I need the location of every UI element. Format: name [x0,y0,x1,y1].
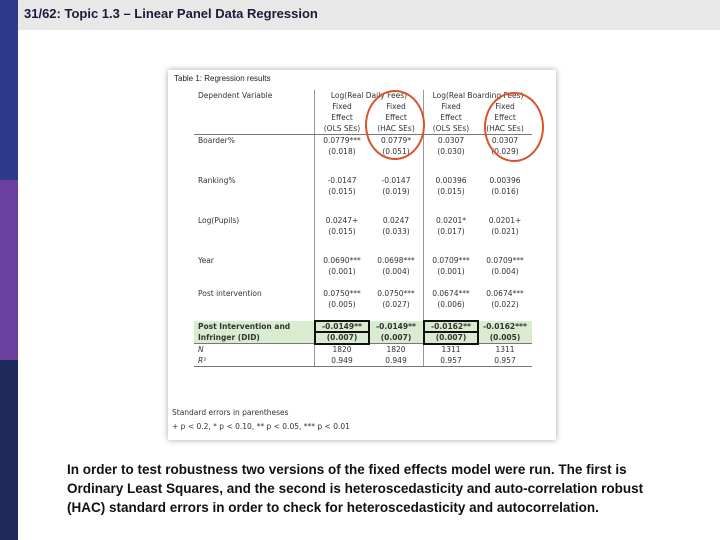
did-coef-cell: -0.0149** [376,322,416,331]
slide-header: 31/62: Topic 1.3 – Linear Panel Data Regression [24,6,318,21]
se-cell: (0.051) [382,147,410,156]
n-label: N [198,345,204,354]
r2-cell: 0.957 [424,355,479,367]
strip-segment-middle [0,180,18,360]
n-row [194,344,532,356]
se-cell: (0.022) [491,300,519,309]
se-cell: (0.001) [315,266,370,277]
row-label: Year [198,256,214,265]
did-coef-row [194,321,532,332]
regression-table-figure [168,70,556,440]
group-header-daily: Log(Real Daily Fees) [315,90,424,101]
footnote-significance: + p < 0.2, * p < 0.10, ** p < 0.05, *** p < 0.01 [172,422,350,431]
coef-cell: -0.0147 [315,175,370,186]
did-label: Infringer (DID) [194,332,315,344]
coef-row [194,288,532,299]
coef-cell: 0.0690*** [315,255,370,266]
col-header: (HAC SEs) [478,123,532,135]
coef-cell: 0.0698*** [377,256,415,265]
did-label: Post Intervention and [198,322,291,331]
coef-row [194,135,532,147]
row-label: Log(Pupils) [198,216,240,225]
col-header: (OLS SEs) [424,123,479,135]
col-header-row-1 [194,101,532,112]
coef-cell: 0.0674*** [424,288,479,299]
did-coef-cell: -0.0162** [424,321,479,332]
se-cell: (0.001) [424,266,479,277]
coef-cell: 0.00396 [424,175,479,186]
body-paragraph: In order to test robustness two versions of the fixed effects model were run. The first is Ordinary Least Squares, and the second is heteroscedasticity and auto-correlation robust (HAC) standard errors in order to check for heteroscedasticity and autocorrelation. [67,462,644,515]
coef-cell: 0.0307 [491,136,519,145]
r2-cell: 0.949 [315,355,370,367]
se-cell: (0.015) [424,186,479,197]
col-header: Fixed [386,102,406,111]
did-se-row [194,332,532,344]
se-cell: (0.018) [315,146,370,157]
did-coef-cell: -0.0162*** [483,322,527,331]
group-header-row [194,90,532,101]
coef-cell: 0.00396 [489,176,521,185]
row-label: Post intervention [198,289,262,298]
coef-cell: 0.0779* [381,136,411,145]
col-header-row-3 [194,123,532,135]
coef-cell: 0.0709*** [486,256,524,265]
r2-cell: 0.957 [478,355,532,367]
coef-cell: 0.0307 [424,135,479,147]
se-cell: (0.004) [491,267,519,276]
coef-cell: 0.0247+ [315,215,370,226]
coef-cell: 0.0709*** [424,255,479,266]
col-header: (OLS SEs) [315,123,370,135]
se-cell: (0.029) [491,147,519,156]
n-cell: 1820 [386,345,406,354]
highlight-circle-hac-daily [365,90,425,160]
se-row [194,266,532,277]
footnote-se: Standard errors in parentheses [172,408,289,417]
r2-cell: 0.949 [369,355,424,367]
coef-cell: 0.0750*** [315,288,370,299]
coef-row [194,215,532,226]
se-cell: (0.004) [382,267,410,276]
se-cell: (0.030) [424,146,479,157]
se-row [194,226,532,237]
did-se-cell: (0.007) [315,332,370,344]
did-se-cell: (0.007) [369,332,424,344]
se-cell: (0.015) [315,186,370,197]
se-cell: (0.017) [424,226,479,237]
se-cell: (0.033) [382,227,410,236]
se-cell: (0.005) [315,299,370,310]
r2-row [194,355,532,367]
se-cell: (0.006) [424,299,479,310]
n-cell: 1311 [495,345,515,354]
coef-cell: -0.0147 [381,176,411,185]
group-header-boarding: Log(Real Boarding Fees) [424,90,533,101]
se-cell: (0.021) [491,227,519,236]
coef-row [194,255,532,266]
n-cell: 1820 [315,344,370,356]
row-label: Ranking% [198,176,236,185]
strip-segment-top [0,0,18,180]
highlight-circle-hac-boarding [484,92,544,162]
se-cell: (0.015) [315,226,370,237]
col-header: (HAC SEs) [369,123,424,135]
did-se-cell: (0.007) [424,332,479,344]
table-title: Table 1: Regression results [174,74,271,83]
n-cell: 1311 [424,344,479,356]
se-row [194,186,532,197]
se-row [194,146,532,157]
coef-cell: 0.0750*** [377,289,415,298]
r2-label: R² [194,355,315,367]
did-se-cell: (0.005) [478,332,532,344]
regression-table [194,90,532,367]
coef-row [194,175,532,186]
col-header: Fixed [495,102,515,111]
se-row [194,299,532,310]
col-header: Fixed [424,101,479,112]
coef-cell: 0.0247 [382,216,410,225]
col-header-row-2 [194,112,532,123]
coef-cell: 0.0674*** [486,289,524,298]
did-coef-cell: -0.0149** [315,321,370,332]
coef-cell: 0.0779*** [315,135,370,147]
dep-var-label: Dependent Variable [198,91,273,100]
coef-cell: 0.0201+ [488,216,522,225]
se-cell: (0.016) [491,187,519,196]
col-header: Fixed [315,101,370,112]
col-header: Effect [315,112,370,123]
col-header: Effect [385,113,407,122]
coef-cell: 0.0201* [424,215,479,226]
se-cell: (0.027) [382,300,410,309]
left-accent-strip [0,0,18,540]
strip-segment-bottom [0,360,18,540]
se-cell: (0.019) [382,187,410,196]
col-header: Effect [494,113,516,122]
row-label: Boarder% [198,136,235,145]
col-header: Effect [424,112,479,123]
